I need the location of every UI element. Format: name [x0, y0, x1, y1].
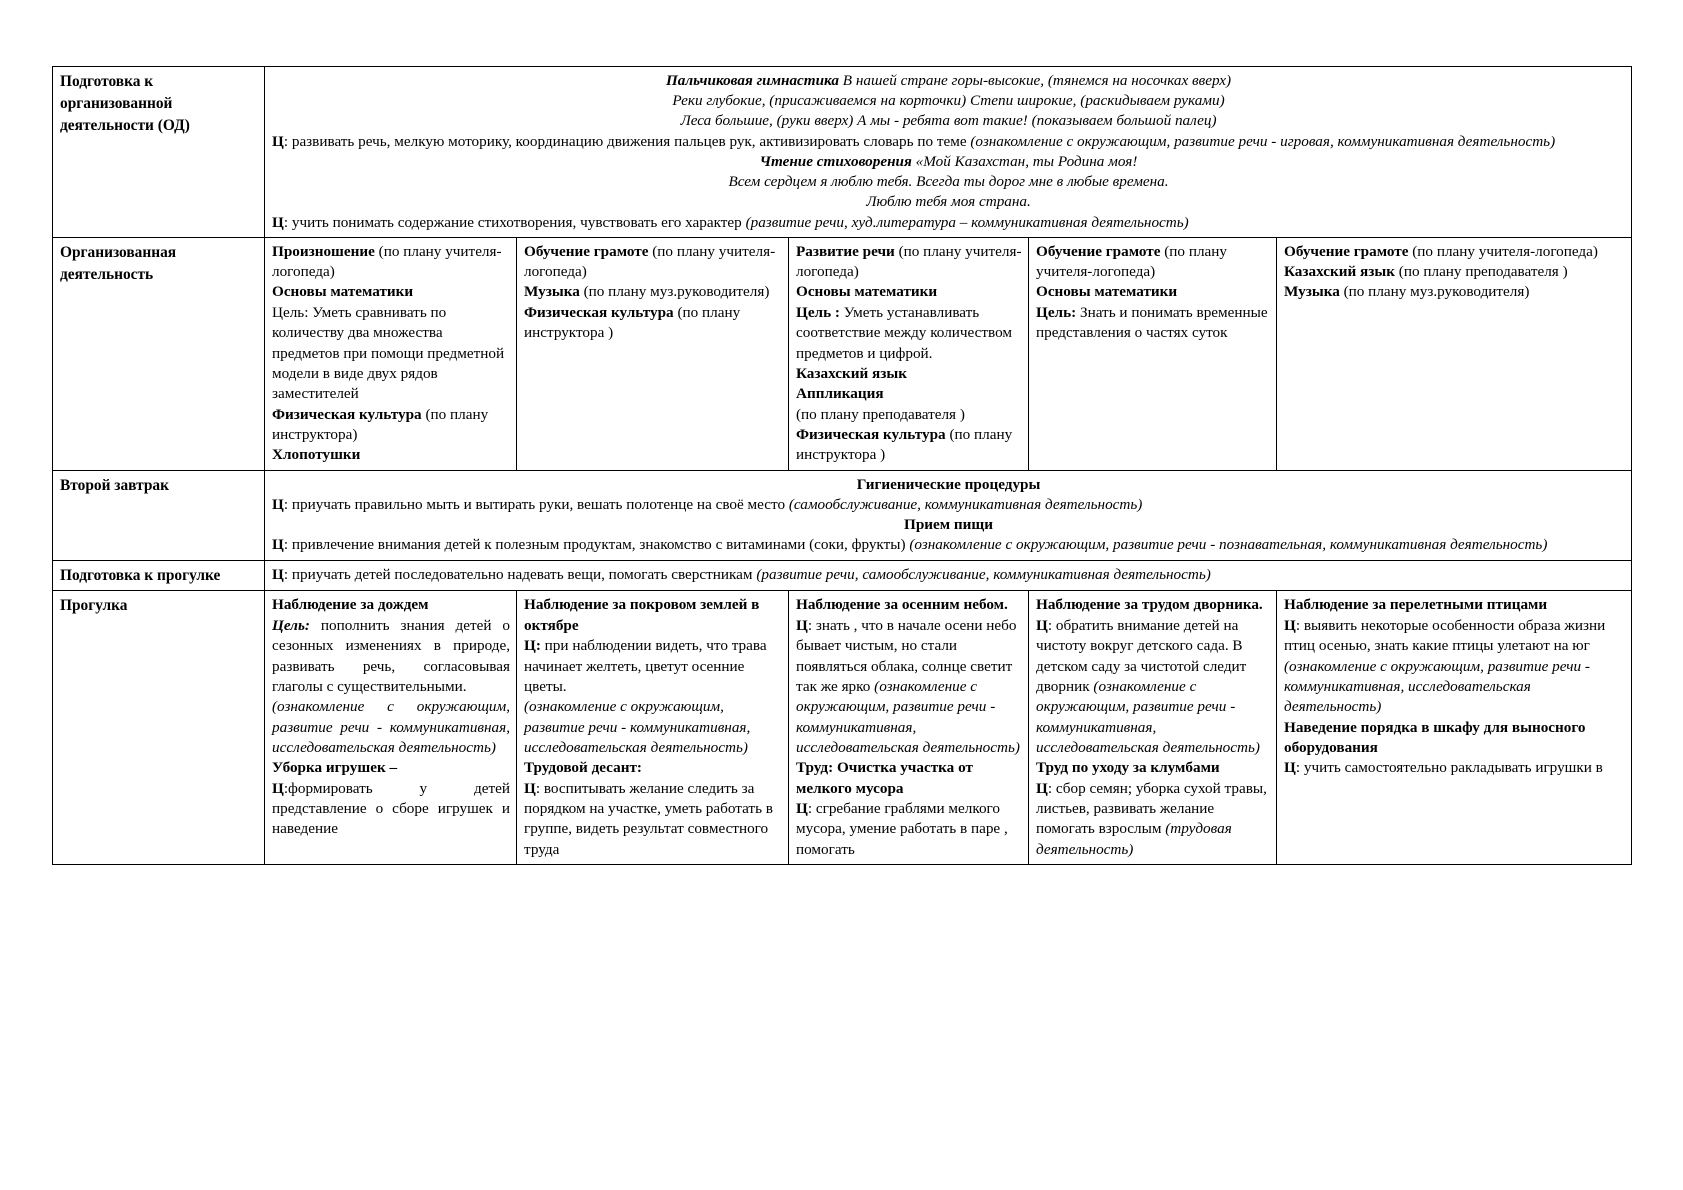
od-item-rest: (по плану инструктора ) — [796, 425, 1013, 464]
goal-italic: (ознакомление с окружающим, развитие речи - познавательная, коммуникативная деятельность) — [909, 536, 1548, 554]
walk-sub-title: Труд: Очистка участка от мелкого мусора — [796, 759, 973, 797]
od-item-rest: (по плану учителя-логопеда) — [1036, 242, 1227, 281]
walk-goal-text: пополнить знания детей о сезонных изменениях в природе, развивать речь, согласовывая глаголы с существительными. — [272, 616, 510, 695]
row-label-second-breakfast — [53, 470, 265, 560]
od-item — [796, 242, 1022, 283]
row-label-walk — [53, 591, 265, 865]
goal-text: : приучать правильно мыть и вытирать руки, вешать полотенце на своё место — [283, 495, 789, 513]
goal-marker-2: Ц — [272, 213, 284, 231]
od-item-bold: Обучение грамоте — [1036, 242, 1161, 260]
od-item-bold: Основы математики — [1036, 283, 1178, 301]
od-item — [1284, 282, 1625, 302]
od-item — [272, 282, 510, 302]
prep-walk-goal — [272, 565, 1625, 585]
od-item-rest: (по плану учителя-логопеда) — [272, 242, 502, 281]
walk-sub-marker: Ц — [796, 800, 808, 818]
row-label-text: Подготовка к организованной деятельности (ОД) — [60, 73, 190, 134]
od-item — [272, 242, 510, 283]
od-item-bold: Физическая культура — [524, 303, 674, 321]
od-item — [1284, 242, 1625, 262]
od-item-rest: (по плану преподавателя ) — [1394, 263, 1568, 281]
walk-sub-marker: Ц — [1036, 779, 1048, 797]
od-item — [1036, 282, 1270, 302]
od-item-bold: Основы математики — [796, 283, 938, 301]
od-item — [524, 303, 782, 344]
od-item — [796, 364, 1022, 384]
walk-goal — [796, 616, 1022, 759]
meal-heading: Прием пищи — [904, 516, 993, 534]
walk-sub-title: Уборка игрушек — [272, 759, 386, 777]
daily-plan-table — [52, 66, 1632, 865]
walk-note: (ознакомление с окружающим, развитие речи - коммуникативная, исследовательская деятельность) — [524, 698, 751, 756]
od-item-bold: Музыка — [524, 283, 580, 301]
od-item-rest: (по плану инструктора) — [272, 405, 489, 443]
walk-goal-text: при наблюдении видеть, что трава начинает желтеть, цветут осенние цветы. — [524, 637, 767, 695]
od-item-rest: (по плану учителя-логопеда) — [796, 242, 1022, 281]
od-column-4 — [1029, 237, 1277, 470]
walk-sub-note: (трудовая деятельность) — [1036, 820, 1232, 858]
goal-paragraph-1 — [272, 132, 1625, 152]
od-column-1 — [265, 237, 517, 470]
od-item-rest: Уметь устанавливать соответствие между количеством предметов и цифрой. — [796, 303, 1013, 362]
walk-goal-text: : знать , что в начале осени небо бывает чистым, но стали появляться облака, солнце светит так же ярко — [796, 616, 1017, 695]
goal-italic: (самообслуживание, коммуникативная деятельность) — [788, 495, 1143, 513]
walk-title: Наблюдение за осенним небом. — [796, 596, 1008, 614]
goal-italic-1: (ознакомление с окружающим, развитие речи - игровая, коммуникативная деятельность) — [970, 132, 1556, 150]
goal-text-2: : учить понимать содержание стихотворения, чувствовать его характер — [283, 213, 746, 231]
finger-gym-line-1 — [272, 71, 1625, 91]
hygiene-heading: Гигиенические процедуры — [856, 475, 1041, 493]
walk-goal-text: : выявить некоторые особенности образа жизни птиц осенью, знать какие птицы улетают на юг — [1284, 616, 1606, 655]
row-label-text: Подготовка к прогулке — [60, 566, 221, 584]
walk-column-3 — [789, 591, 1029, 865]
walk-goal — [524, 636, 782, 697]
cell-second-breakfast-content — [265, 470, 1632, 560]
table-row-prep-od — [53, 67, 1632, 238]
od-column-3 — [789, 237, 1029, 470]
walk-sub-text: : сбор семян; уборка сухой травы, листьев, развивать желание помогать взрослым — [1036, 779, 1267, 838]
od-item-bold: Обучение грамоте — [524, 242, 649, 260]
table-row-second-breakfast — [53, 470, 1632, 560]
walk-column-1 — [265, 591, 517, 865]
od-item-rest: (по плану учителя-логопеда) — [524, 242, 776, 281]
od-item — [272, 303, 510, 405]
row-label-prep-od — [53, 67, 265, 238]
walk-goal-text: : обратить внимание детей на чистоту вокруг детского сада. В детском саду за чистотой следит дворник — [1036, 616, 1247, 695]
od-item-bold: Развитие речи — [796, 242, 895, 260]
od-item — [524, 242, 782, 283]
od-item-bold: Физическая культура — [796, 425, 946, 443]
od-item-rest: (по плану муз.руководителя) — [579, 283, 770, 301]
walk-sub-text: : воспитывать желание следить за порядком на участке, уметь работать в группе, видеть результат совместного труда — [524, 779, 773, 858]
walk-title: Наблюдение за дождем — [272, 596, 429, 614]
od-item — [1036, 303, 1270, 344]
goal-paragraph-2 — [272, 213, 1625, 233]
od-item-rest: Знать и понимать временные представления о частях суток — [1036, 303, 1268, 342]
goal-marker-1: Ц — [272, 132, 284, 150]
walk-title: Наблюдение за перелетными птицами — [1284, 596, 1548, 614]
od-item — [524, 282, 782, 302]
poem-line-1 — [272, 152, 1625, 172]
hygiene-goal — [272, 495, 1625, 515]
walk-sub-goal — [796, 799, 1022, 860]
finger-gym-text-1: В нашей стране горы-высокие, (тянемся на носочках вверх) — [838, 72, 1232, 89]
walk-sub-text: : учить самостоятельно ракладывать игрушки в — [1295, 759, 1603, 777]
od-item-rest: (по плану муз.руководителя) — [1339, 283, 1530, 301]
walk-goal-label: Ц — [796, 616, 808, 634]
od-item — [272, 445, 510, 465]
poem-title: Чтение стиховорения — [759, 152, 912, 170]
finger-gym-line-3: Леса большие, (руки вверх) А мы - ребята вот такие! (показываем большой палец) — [680, 112, 1217, 130]
cell-prep-od-content — [265, 67, 1632, 238]
poem-text-1: «Мой Казахстан, ты Родина моя! — [911, 152, 1138, 170]
row-label-text: Второй завтрак — [60, 476, 169, 494]
walk-note: (ознакомление с окружающим, развитие речи - коммуникативная, исследовательская деятельность) — [272, 698, 510, 756]
poem-line-3: Люблю тебя моя страна. — [866, 193, 1031, 211]
finger-gym-line-2: Реки глубокие, (присаживаемся на корточки) Степи широкие, (раскидываем руками) — [672, 92, 1225, 110]
walk-note: (ознакомление с окружающим, развитие речи - коммуникативная, исследовательская деятельность) — [796, 677, 1020, 756]
finger-gym-title: Пальчиковая гимнастика — [665, 72, 839, 89]
goal-text: : привлечение внимания детей к полезным продуктам, знакомство с витаминами (соки, фрукты) — [283, 536, 910, 554]
goal-italic: (развитие речи, самообслуживание, коммуникативная деятельность) — [756, 565, 1211, 583]
od-item — [796, 425, 1022, 466]
walk-sub-marker: Ц — [1284, 759, 1296, 777]
row-label-text: Прогулка — [60, 597, 128, 615]
od-item — [1036, 242, 1270, 283]
walk-sub-goal — [1036, 779, 1270, 860]
walk-sub-goal — [524, 779, 782, 860]
od-item-rest: (по плану учителя-логопеда) — [1408, 242, 1598, 260]
meal-goal — [272, 535, 1625, 555]
od-item — [796, 384, 1022, 404]
od-item-rest: Цель: Уметь сравнивать по количеству два множества предметов при помощи предметной модели в виде двух рядов заместителей — [272, 303, 505, 403]
od-item — [796, 282, 1022, 302]
goal-marker: Ц — [272, 565, 284, 583]
goal-text-1: : развивать речь, мелкую моторику, координацию движения пальцев рук, активизировать словарь по теме — [283, 132, 971, 150]
od-item — [796, 303, 1022, 364]
walk-sub-dash: – — [385, 759, 398, 777]
walk-title: Наблюдение за трудом дворника. — [1036, 596, 1263, 614]
walk-goal-label: Ц — [1284, 616, 1296, 634]
od-item-bold: Аппликация — [796, 385, 884, 403]
walk-goal — [1284, 616, 1625, 718]
walk-sub-title: Наведение порядка в шкафу для выносного оборудования — [1284, 718, 1586, 756]
walk-goal-label: Ц — [1036, 616, 1048, 634]
od-item-bold: Основы математики — [272, 283, 414, 301]
row-label-organized — [53, 237, 265, 470]
od-item-bold: Казахский язык — [796, 364, 907, 382]
od-item-bold: Произношение — [272, 242, 375, 260]
od-item — [272, 405, 510, 446]
walk-sub-text: :формировать у детей представление о сборе игрушек и наведение — [272, 779, 510, 838]
walk-sub-text: : сгребание граблями мелкого мусора, умение работать в паре , помогать — [796, 800, 1008, 858]
od-item-bold: Хлопотушки — [272, 446, 361, 464]
od-item-bold: Цель: — [1036, 303, 1077, 321]
walk-sub — [272, 758, 510, 778]
od-item — [1284, 262, 1625, 282]
walk-goal — [1036, 616, 1270, 759]
od-item — [796, 405, 1022, 425]
goal-italic-2: (развитие речи, худ.литература – коммуникативная деятельность) — [745, 213, 1189, 231]
walk-sub-title: Труд по уходу за клумбами — [1036, 759, 1220, 777]
od-column-2 — [517, 237, 789, 470]
od-item-bold: Обучение грамоте — [1284, 242, 1409, 260]
od-item-rest: (по плану преподавателя ) — [796, 405, 965, 423]
od-item-rest: (по плану инструктора ) — [524, 303, 741, 342]
walk-title: Наблюдение за покровом землей в октябре — [524, 596, 760, 634]
goal-marker: Ц — [272, 495, 284, 513]
walk-column-2 — [517, 591, 789, 865]
row-label-prep-walk — [53, 560, 265, 591]
od-item-bold: Казахский язык — [1284, 263, 1395, 281]
walk-goal-label: Ц: — [524, 637, 541, 655]
goal-marker: Ц — [272, 536, 284, 554]
walk-note: (ознакомление с окружающим, развитие речи - коммуникативная, исследовательская деятельность) — [1036, 677, 1260, 756]
od-item-bold: Физическая культура — [272, 405, 422, 423]
walk-note: (ознакомление с окружающим, развитие речи - коммуникативная, исследовательская деятельность) — [1284, 657, 1590, 716]
walk-column-4 — [1029, 591, 1277, 865]
goal-text: : приучать детей последовательно надевать вещи, помогать сверстникам — [283, 565, 757, 583]
table-row-prep-walk — [53, 560, 1632, 591]
table-row-organized-activity — [53, 237, 1632, 470]
cell-prep-walk-content — [265, 560, 1632, 591]
walk-column-5 — [1277, 591, 1632, 865]
walk-sub-marker: Ц — [524, 779, 536, 797]
od-column-5 — [1277, 237, 1632, 470]
walk-goal-label: Цель: — [272, 616, 310, 634]
row-label-text: Организованная деятельность — [60, 243, 177, 283]
walk-sub-title: Трудовой десант: — [524, 759, 642, 777]
walk-sub-goal — [1284, 758, 1625, 778]
table-row-walk — [53, 591, 1632, 865]
od-item-bold: Цель : — [796, 303, 840, 321]
walk-sub-marker: Ц — [272, 779, 284, 797]
walk-sub-goal — [272, 779, 510, 840]
poem-line-2: Всем сердцем я люблю тебя. Всегда ты дорог мне в любые времена. — [728, 173, 1169, 191]
od-item-bold: Музыка — [1284, 283, 1340, 301]
walk-goal — [272, 616, 510, 697]
